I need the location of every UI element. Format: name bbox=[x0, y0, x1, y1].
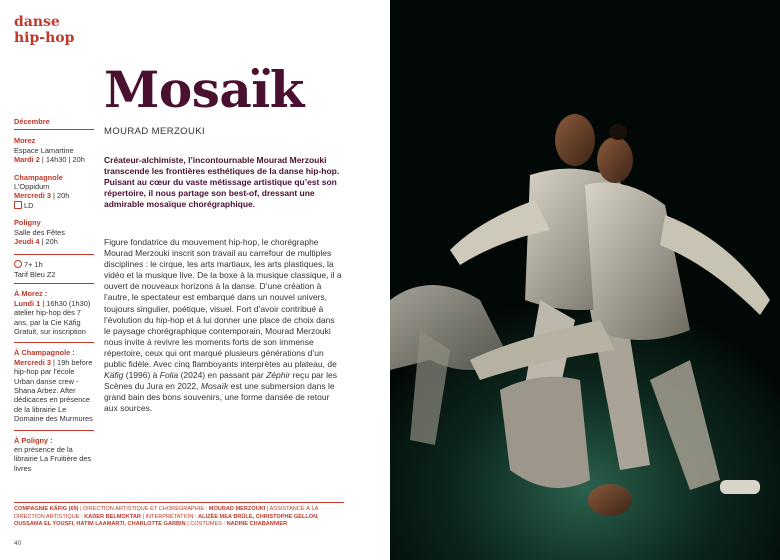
age-duration bbox=[14, 260, 94, 269]
venue-city: Champagnole bbox=[14, 172, 63, 182]
body-part: (1996) à bbox=[123, 370, 160, 381]
clock-icon bbox=[14, 260, 22, 268]
body-part: reçu par les Scènes du Jura en 2022, bbox=[104, 370, 337, 392]
venue-date bbox=[14, 191, 94, 200]
event-text bbox=[14, 299, 94, 337]
credit-label: | INTERPRÉTATION : bbox=[140, 513, 199, 520]
event-morez bbox=[14, 289, 94, 336]
sidebar-divider bbox=[14, 430, 94, 431]
event-day: Lundi 1 bbox=[14, 298, 41, 308]
venue-day: Mercredi 3 bbox=[14, 191, 51, 201]
dancer-shoe bbox=[720, 480, 760, 494]
venue-time: | 20h bbox=[39, 237, 58, 247]
event-day: Mercredi 3 bbox=[14, 357, 51, 367]
work-title: Käfig bbox=[104, 370, 124, 381]
dancer-floor-head bbox=[588, 484, 632, 516]
venue-day: Mardi 2 bbox=[14, 155, 40, 165]
credit-label: | ASSISTANCE À LA DIRECTION ARTISTIQUE : bbox=[14, 506, 318, 520]
dates-sidebar bbox=[14, 117, 94, 479]
dancer-bearded-head bbox=[555, 114, 595, 166]
category-label bbox=[14, 14, 104, 46]
event-text bbox=[14, 358, 94, 424]
venue-date bbox=[14, 237, 94, 246]
venue-city: Poligny bbox=[14, 218, 41, 228]
venue-time: | 20h bbox=[50, 191, 70, 201]
venue-champagnole bbox=[14, 173, 94, 211]
credit-label: | DIRECTION ARTISTIQUE ET CHORÉGRAPHIE : bbox=[78, 506, 209, 512]
category-line-1: danse bbox=[14, 14, 60, 30]
credit-value: NADINE CHABANNIER bbox=[226, 521, 288, 528]
credits-block bbox=[14, 502, 344, 529]
dancer-front-head bbox=[597, 137, 633, 183]
dancer-front-topknot bbox=[609, 124, 627, 140]
credit-label: | COSTUMES : bbox=[185, 521, 227, 528]
event-head: À Champagnole : bbox=[14, 348, 75, 358]
venue-poligny bbox=[14, 218, 94, 246]
venue-city: Morez bbox=[14, 136, 36, 146]
credit-value: ALIZÉE MEA BRÛLE, CHRISTOPHE GELLON, OUSSAMA EL YOUSFI, HATIM LAAMARTI, CHARLOTTE GARBIN bbox=[14, 513, 319, 528]
credit-value: KADER BELMOKTAR bbox=[84, 513, 141, 520]
body-paragraph bbox=[104, 237, 342, 415]
event-text: en présence de la librairie La Fruitière des livres bbox=[14, 444, 92, 473]
sidebar-divider bbox=[14, 342, 94, 343]
venue-extra bbox=[14, 201, 94, 210]
credit-value: MOURAD MERZOUKI bbox=[208, 506, 266, 512]
event-head: À Poligny : bbox=[14, 435, 53, 445]
event-rest: | 19h before hip-hop par l’école Urban danse crew - Shana Arbez. After dédicaces en présence de la librairie Le Domaine des Murmures bbox=[14, 357, 93, 424]
artist-name: MOURAD MERZOUKI bbox=[104, 126, 205, 137]
work-title: Mosaïk bbox=[200, 381, 229, 392]
dance-photo bbox=[390, 0, 780, 560]
month-heading: Décembre bbox=[14, 117, 94, 130]
body-part: (2024) en passant par bbox=[178, 370, 267, 381]
sidebar-divider bbox=[14, 283, 94, 284]
work-title: Folia bbox=[159, 370, 179, 381]
venue-morez bbox=[14, 136, 94, 164]
category-line-2: hip-hop bbox=[14, 30, 75, 46]
dancer-floor-body bbox=[500, 377, 590, 488]
accessibility-icon bbox=[14, 201, 22, 209]
event-head: À Morez : bbox=[14, 289, 48, 299]
venue-place: L’Oppidum bbox=[14, 182, 50, 192]
venue-extra-text: LD bbox=[24, 200, 34, 210]
venue-time: | 14h30 | 20h bbox=[39, 155, 85, 165]
body-part: est une submersion dans le grand bain des bons souvenirs, une forme dansée de retour aux sources. bbox=[104, 381, 335, 414]
intro-paragraph: Créateur-alchimiste, l’incontournable Mourad Merzouki transcende les frontières esthétiques de la danse hip-hop. Puisant au cœur du vaste métissage artistique qu’est son répertoire, il nous partage son best-of, dressant une admirable mosaïque chorégraphique. bbox=[104, 155, 340, 210]
tarif: Tarif Bleu Z2 bbox=[14, 269, 56, 279]
company-name: COMPAGNIE KÄFIG (69) bbox=[14, 506, 79, 512]
sidebar-divider bbox=[14, 254, 94, 255]
venue-date bbox=[14, 155, 94, 164]
venue-place: Salle des Fêtes bbox=[14, 227, 65, 237]
dance-photo-illustration bbox=[390, 0, 780, 560]
page-number: 40 bbox=[14, 540, 22, 547]
venue-place: Espace Lamartine bbox=[14, 145, 74, 155]
work-title: Zéphir bbox=[266, 370, 291, 381]
event-rest: | 16h30 (1h30) atelier hip-hop dès 7 ans, par la Cie Käfig Gratuit, sur inscription bbox=[14, 298, 91, 336]
show-title: Mosaïk bbox=[104, 60, 304, 119]
age-duration-text: 7+ 1h bbox=[24, 260, 43, 270]
event-champagnole bbox=[14, 348, 94, 423]
event-poligny bbox=[14, 436, 94, 474]
venue-day: Jeudi 4 bbox=[14, 237, 40, 247]
body-part: Figure fondatrice du mouvement hip-hop, le chorégraphe Mourad Merzouki inscrit son travail au carrefour de multiples disciplines : le cirque, les arts martiaux, les arts plastiques, la vidéo et la musique live. De la boxe à la musique classique, il a ouvert de nouveaux horizons à la danse. D’une création à l’autre, le spectateur est embarqué dans un nouvel univers, toujours singulier, poétique, visuel. Fort d’avoir contribué à l’évolution du hip-hop et à lui donner une place de choix dans le paysage chorégraphique contemporain, Mourad Merzouki nous invite à revivre les moments forts de son immense répertoire, ceux qui ont marqué plusieurs générations d’un public fidèle. Avec cinq flamboyants interprètes au plateau, de bbox=[104, 237, 342, 370]
